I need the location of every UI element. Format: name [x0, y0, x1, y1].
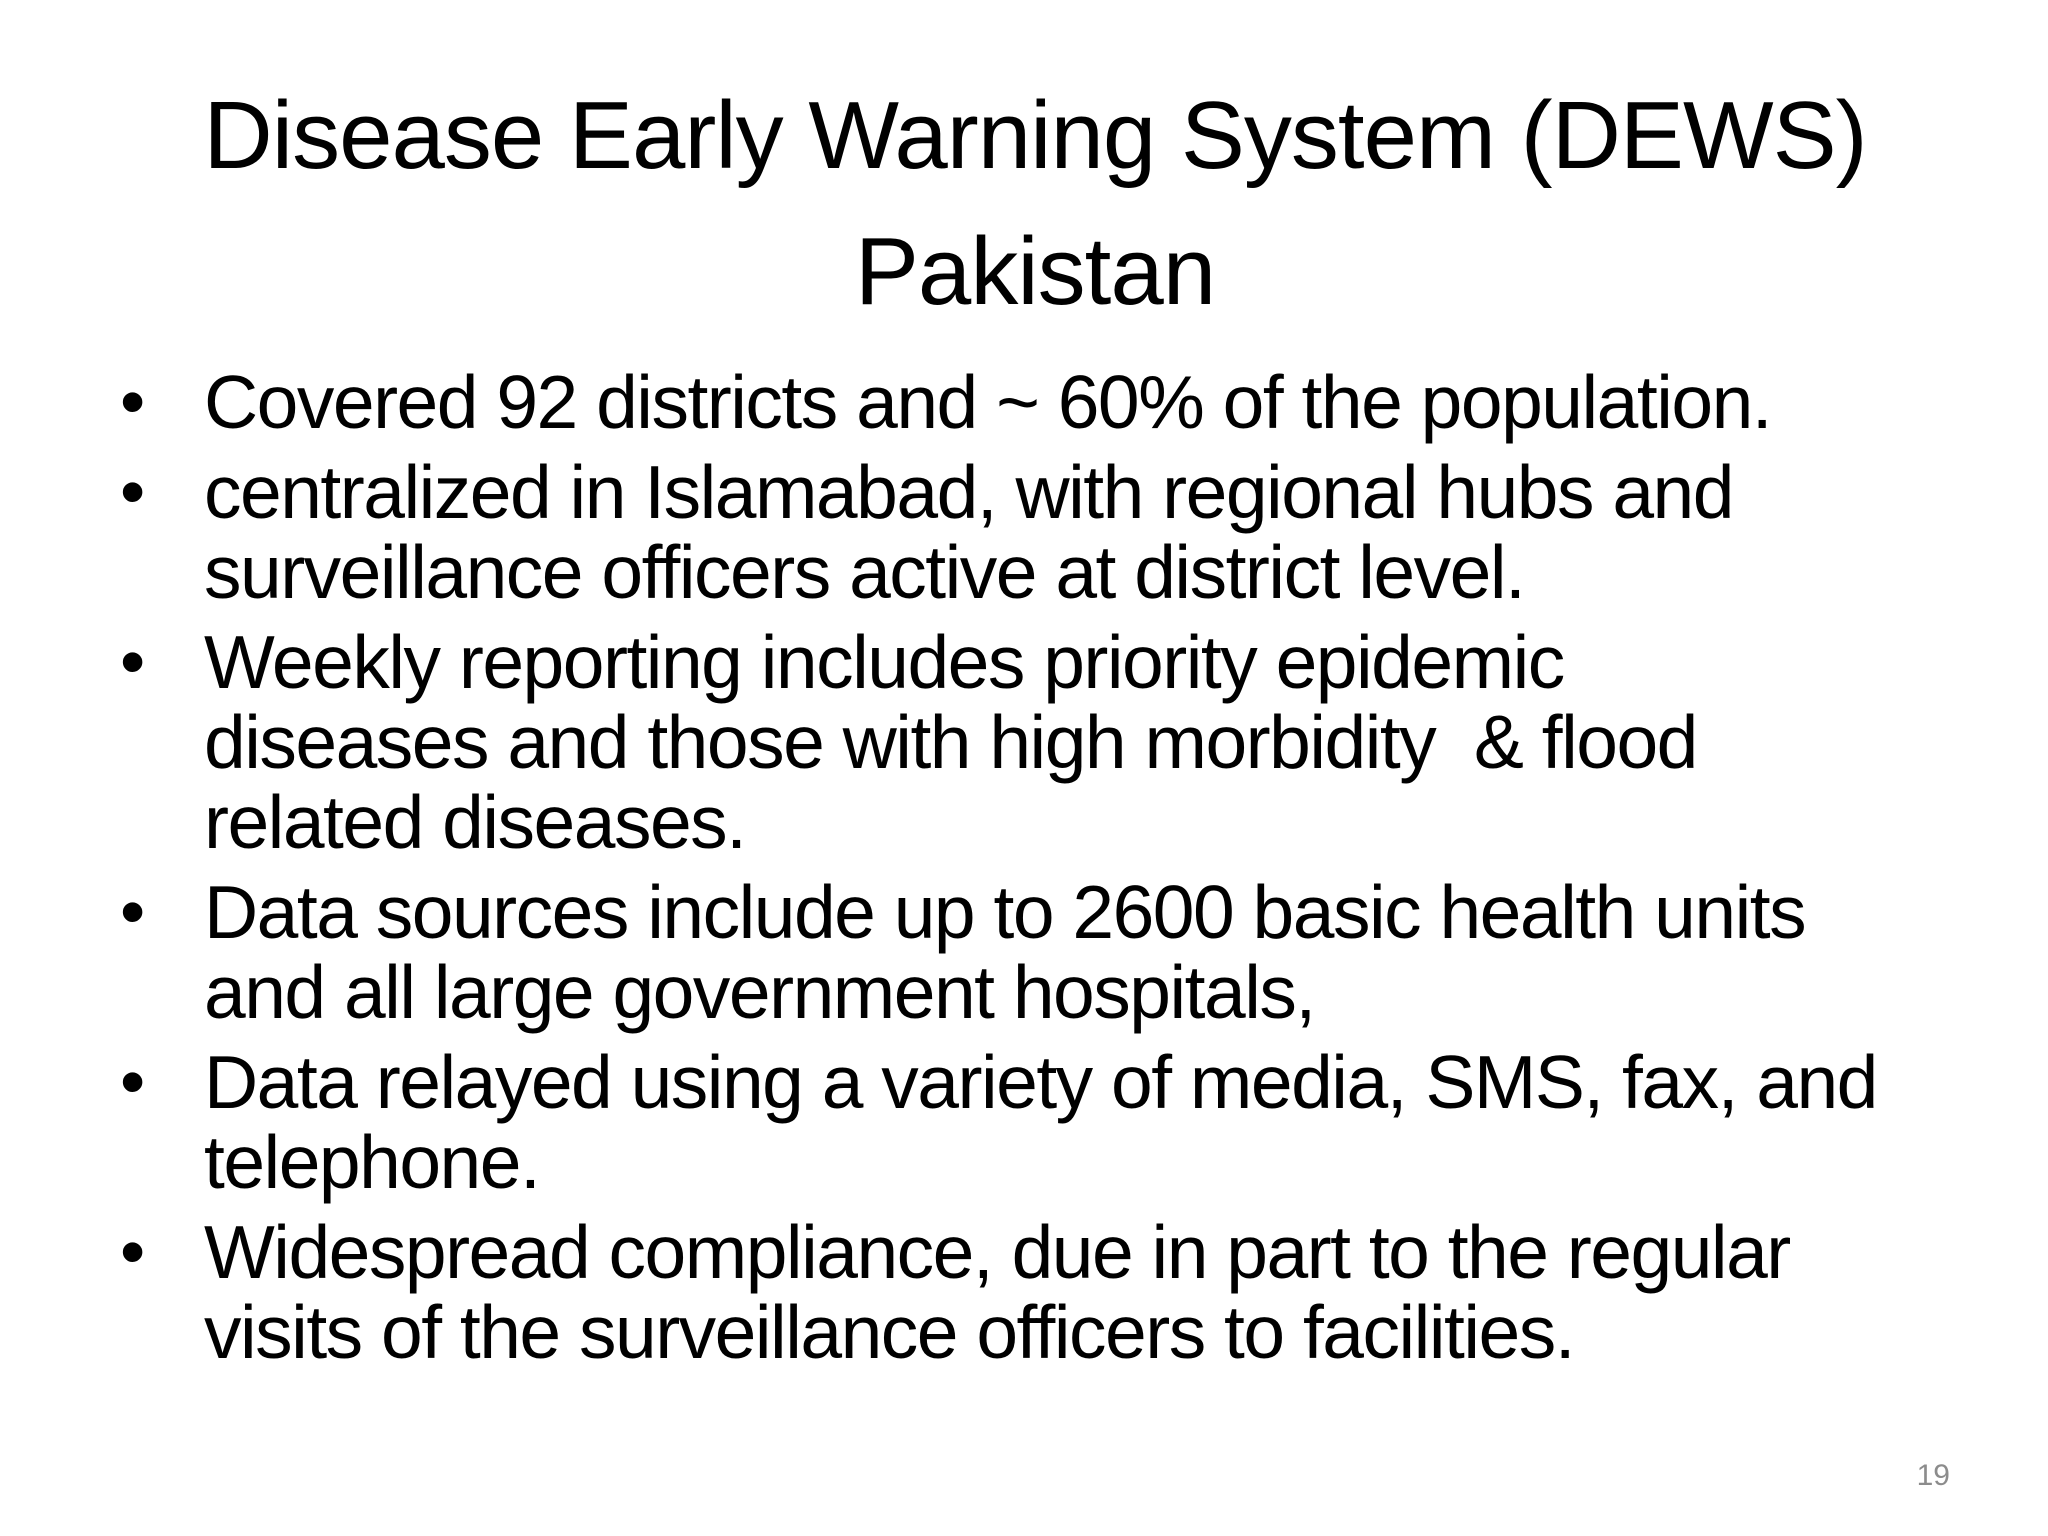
bullet-list [114, 362, 1994, 1382]
bullet-dot-icon: • [120, 622, 146, 702]
bullet-dot-icon: • [120, 1212, 146, 1292]
bullet-item-weekly-reporting [114, 622, 1994, 862]
slide-title-line-2: Pakistan [854, 218, 1216, 325]
bullet-line: Weekly reporting includes priority epidemic [204, 620, 1564, 704]
bullet-line: Data relayed using a variety of media, SMS, fax, and [204, 1040, 1877, 1124]
bullet-line: and all large government hospitals, [204, 950, 1315, 1034]
bullet-item-data-sources [114, 872, 1994, 1032]
bullet-line: surveillance officers active at district level. [204, 530, 1525, 614]
bullet-dot-icon: • [120, 872, 146, 952]
bullet-line: Data sources include up to 2600 basic health units [204, 870, 1806, 954]
bullet-line: diseases and those with high morbidity & flood [204, 700, 1697, 784]
bullet-item-compliance [114, 1212, 1994, 1372]
bullet-line: centralized in Islamabad, with regional hubs and [204, 450, 1733, 534]
bullet-dot-icon: • [120, 1042, 146, 1122]
bullet-dot-icon: • [120, 452, 146, 532]
bullet-item-coverage [114, 362, 1994, 442]
page-number: 19 [1916, 1459, 1950, 1492]
bullet-line: Covered 92 districts and ~ 60% of the population. [204, 360, 1772, 444]
bullet-line: visits of the surveillance officers to facilities. [204, 1290, 1575, 1374]
bullet-line: telephone. [204, 1120, 540, 1204]
bullet-line: Widespread compliance, due in part to the regular [204, 1210, 1790, 1294]
bullet-item-centralized [114, 452, 1994, 612]
bullet-item-data-relay [114, 1042, 1994, 1202]
bullet-line: related diseases. [204, 780, 746, 864]
bullet-dot-icon: • [120, 362, 146, 442]
slide-title-line-1: Disease Early Warning System (DEWS) [203, 82, 1867, 189]
slide-title [100, 68, 1970, 340]
